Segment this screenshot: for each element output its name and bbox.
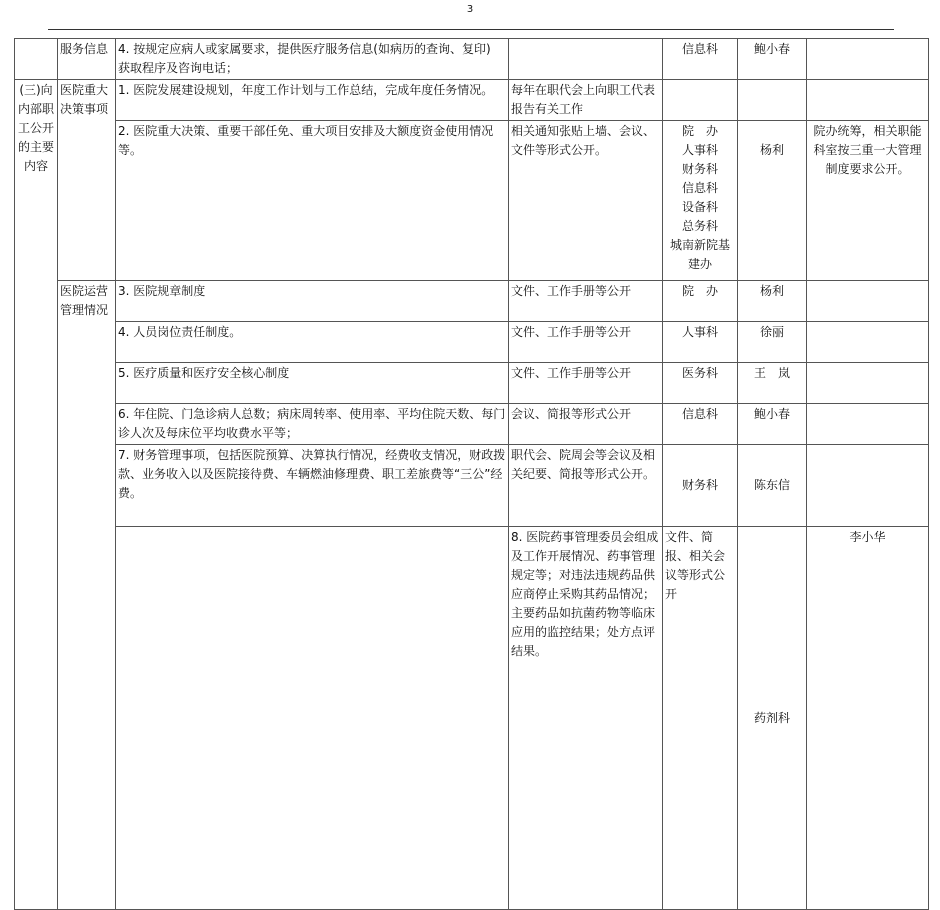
remark-cell bbox=[807, 363, 929, 404]
department-item: 人事科 bbox=[681, 143, 718, 157]
category-cell: (三)向内部职工公开的主要内容 bbox=[15, 80, 58, 910]
table-row bbox=[15, 404, 929, 445]
department-item: 财务科 bbox=[681, 162, 718, 176]
department-cell: 信息科 bbox=[663, 404, 738, 445]
category-cell bbox=[15, 39, 58, 80]
table-row bbox=[15, 121, 929, 281]
table-row bbox=[15, 445, 929, 527]
method-cell: 文件、工作手册等公开 bbox=[509, 322, 663, 363]
person-cell: 王 岚 bbox=[738, 363, 807, 404]
method-cell: 文件、工作手册等公开 bbox=[509, 281, 663, 322]
category-cell bbox=[116, 527, 509, 910]
remark-cell: 院办统筹，相关职能科室按三重一大管理制度要求公开。 bbox=[807, 121, 929, 281]
table-row bbox=[15, 281, 929, 322]
department-cell bbox=[663, 80, 738, 121]
subcategory-cell: 服务信息 bbox=[58, 39, 116, 80]
person-cell: 鲍小春 bbox=[738, 39, 807, 80]
page-number: 3 bbox=[466, 4, 474, 15]
content-cell: 5. 医疗质量和医疗安全核心制度 bbox=[116, 363, 509, 404]
remark-cell bbox=[807, 404, 929, 445]
department-cell: 人事科 bbox=[663, 322, 738, 363]
content-cell: 4. 人员岗位责任制度。 bbox=[116, 322, 509, 363]
department-item: 院 办 bbox=[681, 124, 718, 138]
content-cell: 6. 年住院、门急诊病人总数；病床周转率、使用率、平均住院天数、每门诊人次及每床位平均收费水平等； bbox=[116, 404, 509, 445]
remark-cell bbox=[807, 281, 929, 322]
department-cell: 药剂科 bbox=[738, 527, 807, 910]
content-cell: 8. 医院药事管理委员会组成及工作开展情况、药事管理规定等；对违法违规药品供应商停止采购其药品情况；主要药品如抗菌药物等临床应用的监控结果；处方点评结果。 bbox=[509, 527, 663, 910]
table-row bbox=[15, 363, 929, 404]
method-cell: 每年在职代会上向职工代表报告有关工作 bbox=[509, 80, 663, 121]
content-cell: 2. 医院重大决策、重要干部任免、重大项目安排及大额度资金使用情况等。 bbox=[116, 121, 509, 281]
remark-cell bbox=[807, 322, 929, 363]
content-cell: 4. 按规定应病人或家属要求，提供医疗服务信息(如病历的查询、复印) 获取程序及咨询电话； bbox=[116, 39, 509, 80]
table-row bbox=[15, 39, 929, 80]
remark-cell bbox=[807, 80, 929, 121]
department-item: 城南新院基建办 bbox=[669, 238, 730, 271]
person-cell: 鲍小春 bbox=[738, 404, 807, 445]
method-cell: 文件、工作手册等公开 bbox=[509, 363, 663, 404]
department-list-cell bbox=[663, 121, 738, 281]
department-cell: 财务科 bbox=[663, 445, 738, 527]
table-row bbox=[15, 322, 929, 363]
person-cell: 杨利 bbox=[738, 121, 807, 281]
person-cell: 杨利 bbox=[738, 281, 807, 322]
subcategory-cell: 医院重大决策事项 bbox=[58, 80, 116, 281]
department-cell: 医务科 bbox=[663, 363, 738, 404]
department-cell: 院 办 bbox=[663, 281, 738, 322]
table-row bbox=[15, 527, 929, 910]
method-cell: 相关通知张贴上墙、会议、文件等形式公开。 bbox=[509, 121, 663, 281]
person-cell bbox=[738, 80, 807, 121]
department-item: 信息科 bbox=[681, 181, 718, 195]
department-item: 设备科 bbox=[681, 200, 718, 214]
content-cell: 1. 医院发展建设规划，年度工作计划与工作总结，完成年度任务情况。 bbox=[116, 80, 509, 121]
table-row bbox=[15, 80, 929, 121]
disclosure-table bbox=[14, 38, 929, 910]
remark-cell bbox=[807, 39, 929, 80]
content-cell: 7. 财务管理事项，包括医院预算、决算执行情况，经费收支情况，财政拨款、业务收入以及医院接待费、车辆燃油修理费、职工差旅费等“三公”经费。 bbox=[116, 445, 509, 527]
department-item: 总务科 bbox=[681, 219, 718, 233]
department-cell: 信息科 bbox=[663, 39, 738, 80]
person-cell: 陈东信 bbox=[738, 445, 807, 527]
remark-cell bbox=[807, 445, 929, 527]
header-rule bbox=[48, 29, 894, 30]
person-cell: 李小华 bbox=[807, 527, 929, 910]
method-cell: 职代会、院周会等会议及相关纪要、简报等形式公开。 bbox=[509, 445, 663, 527]
subcategory-cell: 医院运营管理情况 bbox=[58, 281, 116, 910]
method-cell: 文件、简报、相关会议等形式公开 bbox=[663, 527, 738, 910]
content-cell: 3. 医院规章制度 bbox=[116, 281, 509, 322]
method-cell: 会议、简报等形式公开 bbox=[509, 404, 663, 445]
method-cell bbox=[509, 39, 663, 80]
person-cell: 徐丽 bbox=[738, 322, 807, 363]
